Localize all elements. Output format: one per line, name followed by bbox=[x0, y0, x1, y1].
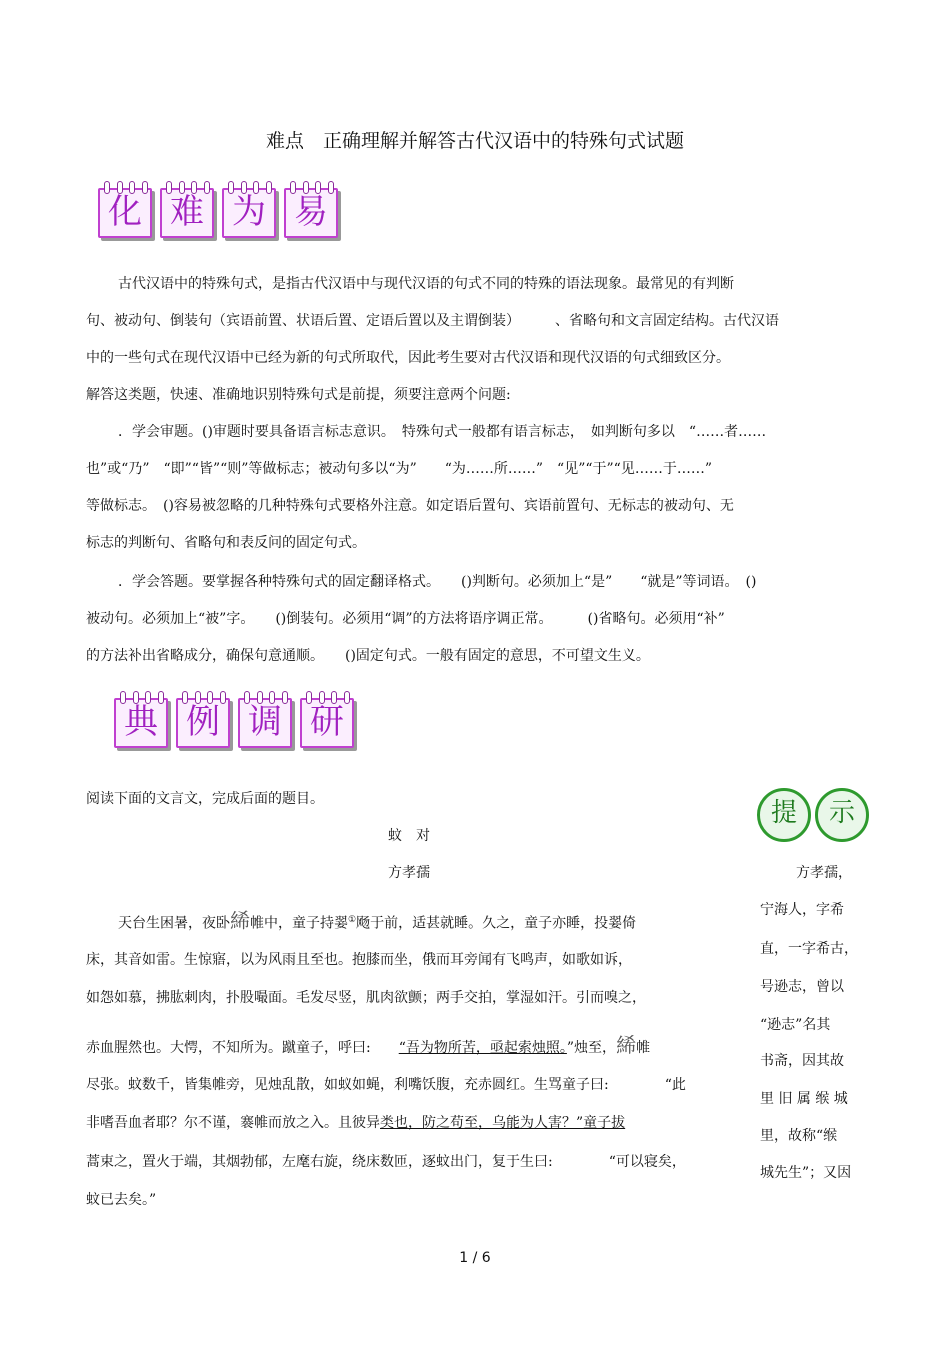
intro-line: 的方法补出省略成分，确保句意通顺。 ()固定句式。一般有固定的意思，不可望文生义。 bbox=[86, 648, 650, 664]
banner-tile: 调 bbox=[236, 690, 294, 746]
footnote-marker: ① bbox=[348, 915, 357, 925]
banner-tile: 研 bbox=[298, 690, 356, 746]
essay-line: 赤血腥然也。大愕，不知所为。蹴童子，呼曰: “吾为物所苦，亟起索烛照。”烛至，絺帷 bbox=[86, 1033, 651, 1057]
sidebar-note-line: “逊志”名其 bbox=[760, 1017, 831, 1033]
sidebar-note-line: 方孝孺， bbox=[796, 865, 852, 881]
character-image: 絺 bbox=[230, 908, 250, 933]
banner-tile: 典 bbox=[112, 690, 170, 746]
intro-line: ．学会答题。要掌握各种特殊句式的固定翻译格式。 ()判断句。必须加上“是” “就是”等词语。 () bbox=[118, 574, 757, 590]
essay-author: 方孝孺 bbox=[388, 865, 430, 881]
intro-line: 被动句。必须加上“被”字。 ()倒装句。必须用“调”的方法将语序调正常。 ()省略句。必须用“补” bbox=[86, 611, 725, 627]
intro-line: 中的一些句式在现代汉语中已经为新的句式所取代，因此考生要对古代汉语和现代汉语的句式细致区分。 bbox=[86, 350, 730, 366]
sidebar-note-line: 城先生”；又因 bbox=[760, 1165, 852, 1181]
character-image: 絺 bbox=[616, 1033, 637, 1057]
banner-tile: 易 bbox=[282, 180, 340, 236]
intro-line: ．学会审题。()审题时要具备语言标志意识。 特殊句式一般都有语言标志， 如判断句多以 “……者…… bbox=[118, 424, 767, 440]
sidebar-note-line: 里，故称“缑 bbox=[760, 1128, 838, 1144]
intro-line: 标志的判断句、省略句和表反问的固定句式。 bbox=[86, 535, 366, 551]
banner-hua-nan-wei-yi bbox=[96, 180, 340, 236]
essay-line: 天台生困暑，夜卧絺帷中，童子持翣①飏于前，适甚就睡。久之，童子亦睡，投翣倚 bbox=[118, 908, 637, 933]
essay-line: 蒿束之，置火于端，其烟勃郁，左麾右旋，绕床数匝，逐蚊出门，复于生曰: “可以寝矣， bbox=[86, 1154, 686, 1170]
banner-tile: 为 bbox=[220, 180, 278, 236]
intro-line: 古代汉语中的特殊句式，是指古代汉语中与现代汉语的句式不同的特殊的语法现象。最常见的有判断 bbox=[118, 276, 734, 292]
intro-line: 也”或“乃” “即”“皆”“则”等做标志；被动句多以“为” “为……所……” “见”“于”“见……于……” bbox=[86, 461, 712, 477]
sidebar-note-line: 书斋，因其故 bbox=[760, 1053, 844, 1069]
essay-line: 蚊已去矣。” bbox=[86, 1192, 157, 1208]
page-number: 1 / 6 bbox=[459, 1250, 491, 1266]
reading-prompt: 阅读下面的文言文，完成后面的题目。 bbox=[86, 791, 324, 807]
essay-line: 非嗜吾血者耶？尔不谨，褰帷而放之入。且彼异类也，防之苟至，乌能为人害？”童子拔 bbox=[86, 1115, 626, 1131]
hint-char: 提 bbox=[757, 788, 811, 842]
intro-line: 句、被动句、倒装句（宾语前置、状语后置、定语后置以及主谓倒装） 、省略句和文言固定结构。古代汉语 bbox=[86, 313, 779, 329]
hint-char: 示 bbox=[815, 788, 869, 842]
sidebar-note-line: 号逊志，曾以 bbox=[760, 979, 844, 995]
underlined-sentence: 类也，防之苟至，乌能为人害？”童子拔 bbox=[380, 1115, 626, 1131]
hint-badge bbox=[757, 788, 869, 842]
sidebar-note-line: 里 旧 属 缑 城 bbox=[760, 1091, 848, 1107]
essay-line: 如怨如慕，拂肱刺肉，扑股嘬面。毛发尽竖，肌肉欲颤；两手交拍，掌湿如汗。引而嗅之， bbox=[86, 990, 646, 1006]
page-title: 难点 正确理解并解答古代汉语中的特殊句式试题 bbox=[265, 130, 684, 152]
underlined-sentence: “吾为物所苦，亟起索烛照。 bbox=[398, 1040, 567, 1056]
banner-tile: 例 bbox=[174, 690, 232, 746]
banner-tile: 难 bbox=[158, 180, 216, 236]
intro-line: 等做标志。 ()容易被忽略的几种特殊句式要格外注意。如定语后置句、宾语前置句、无标志的被动句、无 bbox=[86, 498, 734, 514]
essay-line: 床，其音如雷。生惊寤，以为风雨且至也。抱膝而坐，俄而耳旁闻有飞鸣声，如歌如诉， bbox=[86, 952, 632, 968]
sidebar-note-line: 宁海人，字希 bbox=[760, 902, 844, 918]
essay-title: 蚊 对 bbox=[388, 828, 430, 844]
banner-dian-li-diao-yan bbox=[112, 690, 356, 746]
essay-line: 尽张。蚊数千，皆集帷旁，见烛乱散，如蚁如蝇，利嘴饫腹，充赤圆红。生骂童子曰: “此 bbox=[86, 1077, 686, 1093]
banner-tile: 化 bbox=[96, 180, 154, 236]
intro-line: 解答这类题，快速、准确地识别特殊句式是前提，须要注意两个问题: bbox=[86, 387, 511, 403]
sidebar-note-line: 直，一字希古， bbox=[760, 941, 858, 957]
